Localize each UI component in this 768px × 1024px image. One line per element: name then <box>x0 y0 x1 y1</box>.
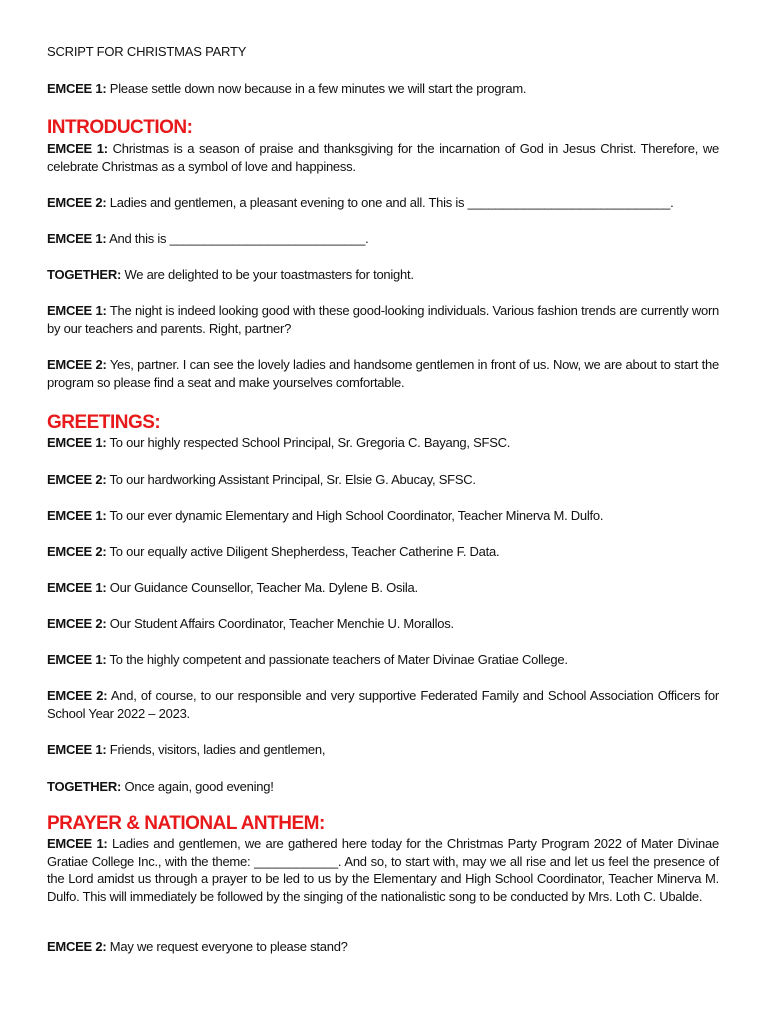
document-title: SCRIPT FOR CHRISTMAS PARTY <box>47 44 247 59</box>
script-line <box>47 356 719 392</box>
section-heading-prayer: PRAYER & NATIONAL ANTHEM: <box>47 813 325 834</box>
speaker-label: EMCEE 1: <box>47 836 108 851</box>
line-text: Ladies and gentlemen, a pleasant evening to one and all. This is _____________________________. <box>109 195 674 210</box>
speaker-label: EMCEE 2: <box>47 616 107 631</box>
line-text: Ladies and gentlemen, we are gathered here today for the Christmas Party Program 2022 of Mater Divinae Gratiae College Inc., with the theme: ____________. And so, to start with, may we all rise and let us feel the presence of the Lord amidst us through a prayer to be led to us by the Elementary and High School Coordinator, Teacher Minerva M. Dulfo. This will immediately be followed by the singing of the nationalistic song to be conducted by Mrs. Loth C. Ubalde. <box>47 836 719 904</box>
line-text: Our Guidance Counsellor, Teacher Ma. Dylene B. Osila. <box>109 580 418 595</box>
speaker-label: EMCEE 1: <box>47 742 107 757</box>
speaker-label: EMCEE 1: <box>47 303 107 318</box>
speaker-label: EMCEE 1: <box>47 141 108 156</box>
line-text: To our equally active Diligent Shepherdess, Teacher Catherine F. Data. <box>109 544 500 559</box>
line-text: We are delighted to be your toastmasters for tonight. <box>124 267 414 282</box>
line-text: Christmas is a season of praise and thanksgiving for the incarnation of God in Jesus Christ. Therefore, we celebrate Christmas as a symbol of love and happiness. <box>47 141 719 174</box>
script-line <box>47 471 719 489</box>
section-heading-greetings: GREETINGS: <box>47 412 161 433</box>
line-text: To our highly respected School Principal, Sr. Gregoria C. Bayang, SFSC. <box>109 435 511 450</box>
line-text: Please settle down now because in a few minutes we will start the program. <box>109 81 527 96</box>
script-line <box>47 434 719 452</box>
line-text: The night is indeed looking good with these good-looking individuals. Various fashion trends are currently worn by our teachers and parents. Right, partner? <box>47 303 720 336</box>
line-text: To the highly competent and passionate teachers of Mater Divinae Gratiae College. <box>109 652 568 667</box>
speaker-label: EMCEE 2: <box>47 472 107 487</box>
line-text: To our hardworking Assistant Principal, Sr. Elsie G. Abucay, SFSC. <box>109 472 476 487</box>
script-line <box>47 266 719 284</box>
script-line <box>47 615 719 633</box>
script-line <box>47 835 719 905</box>
speaker-label: EMCEE 1: <box>47 81 107 96</box>
script-line <box>47 741 719 759</box>
script-line <box>47 579 719 597</box>
speaker-label: EMCEE 2: <box>47 688 108 703</box>
speaker-label: EMCEE 2: <box>47 544 107 559</box>
line-text: Once again, good evening! <box>124 779 274 794</box>
script-line <box>47 507 719 525</box>
speaker-label: TOGETHER: <box>47 779 122 794</box>
script-line <box>47 778 719 796</box>
line-text: And this is ____________________________. <box>109 231 369 246</box>
script-line <box>47 543 719 561</box>
speaker-label: EMCEE 1: <box>47 652 107 667</box>
line-text: May we request everyone to please stand? <box>109 939 348 954</box>
speaker-label: TOGETHER: <box>47 267 122 282</box>
script-line <box>47 230 719 248</box>
line-text: And, of course, to our responsible and very supportive Federated Family and School Association Officers for School Year 2022 – 2023. <box>47 688 719 721</box>
line-text: Friends, visitors, ladies and gentlemen, <box>109 742 326 757</box>
speaker-label: EMCEE 1: <box>47 435 107 450</box>
script-line <box>47 651 719 669</box>
speaker-label: EMCEE 2: <box>47 195 107 210</box>
script-line <box>47 194 719 212</box>
script-line <box>47 938 719 956</box>
line-text: Our Student Affairs Coordinator, Teacher Menchie U. Morallos. <box>109 616 454 631</box>
opening-line <box>47 80 719 98</box>
speaker-label: EMCEE 2: <box>47 357 107 372</box>
speaker-label: EMCEE 1: <box>47 580 107 595</box>
line-text: To our ever dynamic Elementary and High School Coordinator, Teacher Minerva M. Dulfo. <box>109 508 604 523</box>
speaker-label: EMCEE 1: <box>47 231 107 246</box>
script-line <box>47 140 719 176</box>
section-heading-introduction: INTRODUCTION: <box>47 117 193 138</box>
script-line <box>47 687 719 723</box>
script-line <box>47 302 719 338</box>
speaker-label: EMCEE 2: <box>47 939 107 954</box>
line-text: Yes, partner. I can see the lovely ladies and handsome gentlemen in front of us. Now, we are about to start the program so please find a seat and make yourselves comfortable. <box>47 357 719 390</box>
speaker-label: EMCEE 1: <box>47 508 107 523</box>
